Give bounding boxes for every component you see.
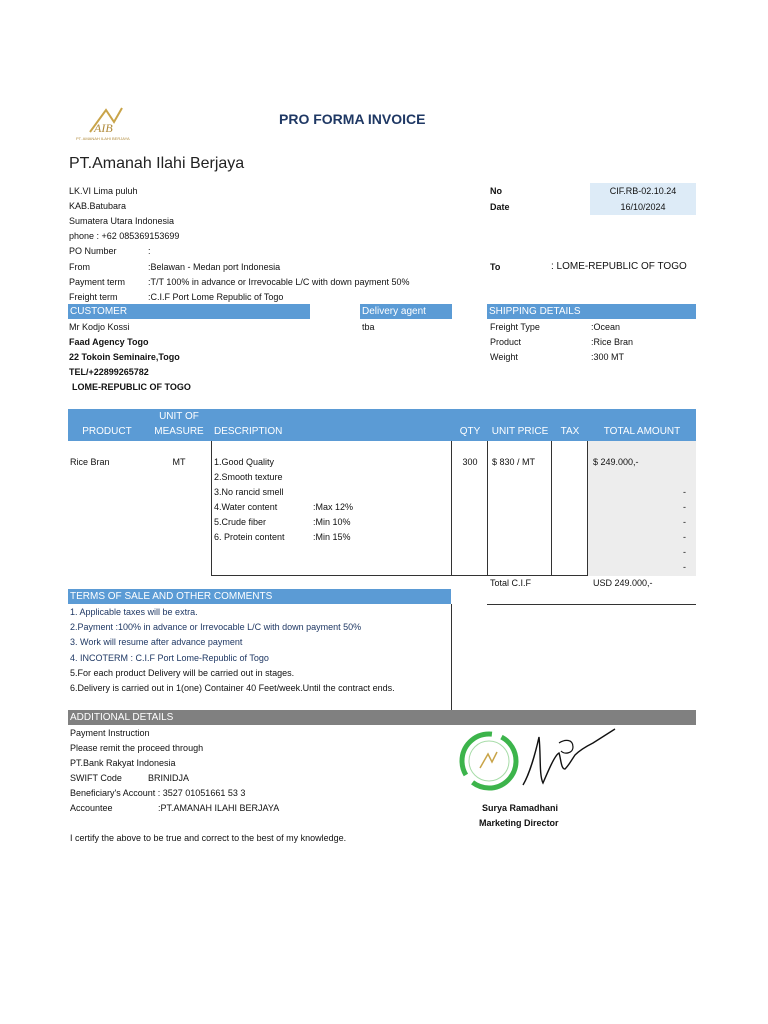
freight-term-value: :C.I.F Port Lome Republic of Togo [148, 292, 284, 302]
from-value: :Belawan - Medan port Indonesia [148, 262, 281, 272]
invoice-no-label: No [490, 186, 502, 196]
address-line: KAB.Batubara [69, 201, 127, 211]
terms-line: 2.Payment :100% in advance or Irrevocable L/C with down payment 50% [70, 622, 362, 632]
company-name: PT.Amanah Ilahi Berjaya [69, 155, 245, 172]
to-value: : LOME-REPUBLIC OF TOGO [551, 261, 687, 272]
to-label: To [490, 262, 501, 272]
invoice-date-label: Date [490, 202, 510, 212]
additional-line: Please remit the proceed through [70, 743, 204, 753]
company-stamp [458, 730, 520, 792]
terms-line: 3. Work will resume after advance payment [70, 637, 243, 647]
spec-name: 3.No rancid smell [214, 487, 284, 497]
col-tax: TAX [560, 426, 580, 437]
address-line: phone : +62 085369153699 [69, 231, 180, 241]
col-description: DESCRIPTION [214, 426, 283, 437]
invoice-no-value: CIF.RB-02.10.24 [590, 183, 696, 199]
row-product: Rice Bran [70, 457, 110, 467]
address-line: LK.VI Lima puluh [69, 186, 138, 196]
freight-term-label: Freight term [69, 292, 118, 302]
total-dash: - [683, 532, 686, 542]
customer-line: Faad Agency Togo [69, 337, 149, 347]
col-product: PRODUCT [82, 426, 132, 437]
total-dash: - [683, 562, 686, 572]
account-line: Beneficiary's Account : 3527 01051661 53 3 [70, 788, 246, 798]
total-dash: - [683, 517, 686, 527]
shipping-value: :300 MT [591, 352, 625, 362]
po-label: PO Number [69, 246, 117, 256]
shipping-label: Freight Type [490, 322, 540, 332]
col-divider [211, 441, 212, 576]
company-logo [76, 100, 146, 146]
terms-line: 4. INCOTERM : C.I.F Port Lome-Republic of Togo [70, 653, 269, 663]
address-line: Sumatera Utara Indonesia [69, 216, 175, 226]
customer-line: Mr Kodjo Kossi [69, 322, 130, 332]
terms-heading: TERMS OF SALE AND OTHER COMMENTS [68, 589, 451, 604]
swift-label: SWIFT Code [70, 773, 122, 783]
po-value: : [148, 246, 151, 256]
spec-name: 6. Protein content [214, 532, 285, 542]
payment-term-label: Payment term [69, 277, 126, 287]
additional-line: PT.Bank Rakyat Indonesia [70, 758, 176, 768]
spec-name: 4.Water content [214, 502, 278, 512]
col-total: TOTAL AMOUNT [603, 426, 681, 437]
shipping-value: :Ocean [591, 322, 621, 332]
delivery-agent-value: tba [362, 322, 375, 332]
accountee-label: Accountee [70, 803, 113, 813]
terms-extra-line: 5.For each product Delivery will be carried out in stages. [70, 668, 295, 678]
page-title: PRO FORMA INVOICE [279, 111, 426, 127]
swift-value: BRINIDJA [148, 773, 190, 783]
row-unit-price: $ 830 / MT [492, 457, 536, 467]
invoice-date-value: 16/10/2024 [590, 199, 696, 215]
delivery-agent-heading: Delivery agent [360, 304, 452, 319]
total-dash: - [683, 487, 686, 497]
payment-term-value: :T/T 100% in advance or Irrevocable L/C with down payment 50% [148, 277, 410, 287]
spec-value: :Min 10% [313, 517, 351, 527]
shipping-label: Product [490, 337, 522, 347]
col-divider [551, 441, 552, 576]
certify-text: I certify the above to be true and correct to the best of my knowledge. [70, 833, 347, 843]
svg-text:AIB: AIB [94, 121, 113, 135]
spec-value: :Min 15% [313, 532, 351, 542]
additional-line: Payment Instruction [70, 728, 150, 738]
grand-total-value: USD 249.000,- [593, 578, 653, 588]
total-underline [487, 604, 696, 605]
logo-text: PT. AMANAH ILAHI BERJAYA [76, 136, 130, 141]
shipping-heading: SHIPPING DETAILS [487, 304, 696, 319]
signature-icon [515, 725, 620, 790]
col-unit-price: UNIT PRICE [491, 426, 549, 437]
col-qty: QTY [459, 426, 481, 437]
spec-name: 1.Good Quality [214, 457, 275, 467]
customer-line: TEL/+22899265782 [69, 367, 149, 377]
terms-box [451, 604, 452, 710]
col-unit-line1: UNIT OF [159, 411, 199, 422]
table-bottom-line [211, 575, 587, 576]
customer-heading: CUSTOMER [68, 304, 310, 319]
terms-extra-line: 6.Delivery is carried out in 1(one) Container 40 Feet/week.Until the contract ends. [70, 683, 395, 693]
grand-total-label: Total C.I.F [490, 578, 532, 588]
customer-line: 22 Tokoin Seminaire,Togo [69, 352, 180, 362]
additional-heading: ADDITIONAL DETAILS [68, 710, 696, 725]
shipping-value: :Rice Bran [591, 337, 634, 347]
spec-name: 5.Crude fiber [214, 517, 267, 527]
customer-line: LOME-REPUBLIC OF TOGO [72, 382, 191, 392]
terms-line: 1. Applicable taxes will be extra. [70, 607, 198, 617]
from-label: From [69, 262, 90, 272]
signatory-role: Marketing Director [479, 818, 559, 828]
row-qty: 300 [462, 457, 478, 467]
spec-value: :Max 12% [313, 502, 354, 512]
signatory-name: Surya Ramadhani [482, 803, 559, 813]
total-dash: - [683, 547, 686, 557]
col-divider [587, 441, 588, 576]
row-total: $ 249.000,- [593, 457, 639, 467]
total-dash: - [683, 502, 686, 512]
shipping-label: Weight [490, 352, 518, 362]
row-unit: MT [172, 457, 186, 467]
spec-name: 2.Smooth texture [214, 472, 283, 482]
col-unit-line2: MEASURE [154, 426, 204, 437]
accountee-value: :PT.AMANAH ILAHI BERJAYA [158, 803, 280, 813]
